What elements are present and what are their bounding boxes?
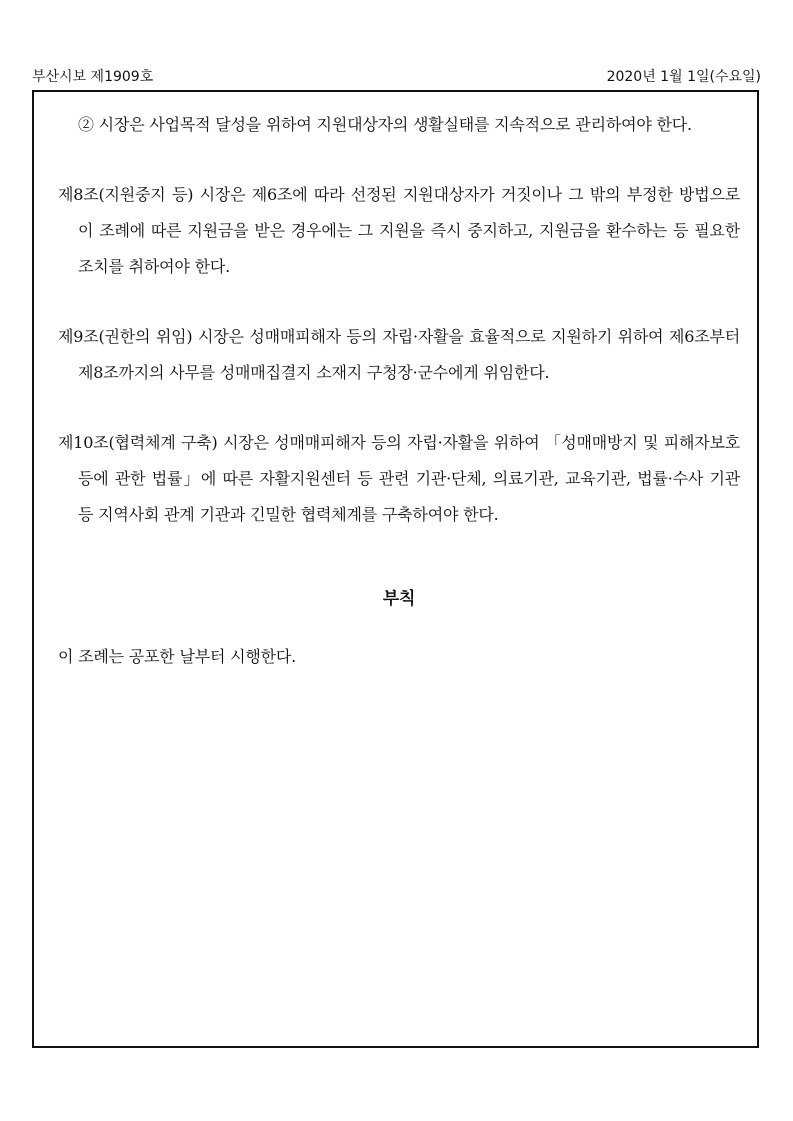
gazette-issue: 부산시보 제1909호	[32, 69, 154, 85]
supplementary-title: 부칙	[382, 589, 416, 609]
supplementary-text: 이 조례는 공포한 날부터 시행한다.	[58, 647, 297, 666]
document-body	[58, 107, 740, 675]
issue-date: 2020년 1월 1일(수요일)	[606, 69, 761, 85]
article-10: 제10조(협력체계 구축) 시장은 성매매피해자 등의 자립·자활을 위하여 「성매매방지 및 피해자보호 등에 관한 법률」에 따른 자활지원센터 등 관련 기관·단체, 의료기관, 교육기관, 법률·수사 기관 등 지역사회 관계 기관과 긴밀한 협력체계를 구축하여야 한다.	[58, 433, 740, 524]
article-9: 제9조(권한의 위임) 시장은 성매매피해자 등의 자립·자활을 효율적으로 지원하기 위하여 제6조부터 제8조까지의 사무를 성매매집결지 소재지 구청장·군수에게 위임한다.	[58, 327, 740, 382]
clause-2: ② 시장은 사업목적 달성을 위하여 지원대상자의 생활실태를 지속적으로 관리하여야 한다.	[78, 115, 692, 134]
article-8: 제8조(지원중지 등) 시장은 제6조에 따라 선정된 지원대상자가 거짓이나 그 밖의 부정한 방법으로 이 조례에 따른 지원금을 받은 경우에는 그 지원을 즉시 중지하고, 지원금을 환수하는 등 필요한 조치를 취하여야 한다.	[58, 185, 740, 276]
page-header	[32, 66, 761, 88]
